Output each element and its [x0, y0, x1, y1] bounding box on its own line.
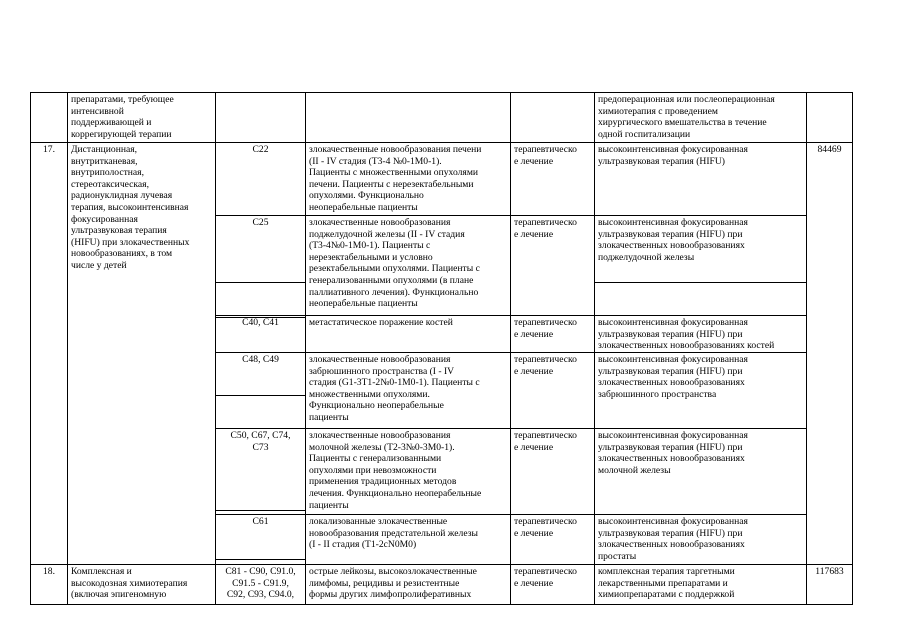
treatment-type-cell: терапевтическо е лечение	[511, 565, 595, 605]
cell-divider	[216, 317, 306, 318]
cell-divider	[216, 510, 306, 511]
icd-code-cell: C22	[216, 143, 306, 216]
treatment-method-cell: комплексная терапия таргетными лекарственными препаратами и химиопрепаратами с поддержкой	[595, 565, 807, 605]
icd-code-text: C48, C49	[242, 354, 279, 365]
cell-divider	[595, 282, 807, 283]
row-number-cell	[31, 93, 68, 143]
treatment-type-cell: терапевтическо е лечение	[511, 515, 595, 565]
treatment-method-cell: высокоинтенсивная фокусированная ультразвуковая терапия (HIFU)	[595, 143, 807, 216]
service-name-cell: Дистанционная, внутритканевая, внутриполостная, стереотаксическая, радионуклидная лучевая терапия, высокоинтенсивная фокусированная ультразвуковая терапия (HIFU) при злокачественных новообразованиях, в том числе у детей	[68, 143, 216, 565]
diagnosis-cell: метастатическое поражение костей	[306, 316, 511, 353]
treatment-method-cell: высокоинтенсивная фокусированная ультразвуковая терапия (HIFU) при злокачественных новообразованиях костей	[595, 316, 807, 353]
cell-divider	[216, 559, 306, 560]
icd-code-cell: C81 - C90, C91.0, C91.5 - C91.9, C92, C93, C94.0,	[216, 565, 306, 605]
diagnosis-cell	[306, 93, 511, 143]
diagnosis-cell: злокачественные новообразования молочной железы (Т2-3№0-3М0-1). Пациенты с генерализованными опухолями при невозможности применения традиционных методов лечения. Функционально неоперабельные пациенты	[306, 429, 511, 515]
row-number-cell: 18.	[31, 565, 68, 605]
icd-code-cell	[216, 353, 306, 429]
icd-code-cell	[216, 316, 306, 353]
icd-code-text: C50, C67, C74, C73	[230, 430, 291, 453]
treatment-type-cell: терапевтическо е лечение	[511, 216, 595, 316]
icd-code-cell	[216, 429, 306, 515]
price-cell	[807, 93, 853, 143]
treatment-type-cell: терапевтическо е лечение	[511, 143, 595, 216]
treatment-type-cell: терапевтическо е лечение	[511, 316, 595, 353]
icd-code-text: C61	[252, 516, 269, 527]
table-row	[31, 143, 853, 216]
icd-code-cell	[216, 515, 306, 565]
diagnosis-cell: локализованные злокачественные новообразования предстательной железы (I - II стадия (Т1-2сN0M0)	[306, 515, 511, 565]
treatment-type-cell	[511, 93, 595, 143]
table-row	[31, 93, 853, 143]
treatment-method-cell: высокоинтенсивная фокусированная ультразвуковая терапия (HIFU) при злокачественных новообразованиях простаты	[595, 515, 807, 565]
cell-divider	[216, 395, 306, 396]
icd-code-text: C25	[252, 217, 269, 228]
table-row	[31, 565, 853, 605]
treatment-method-cell	[595, 216, 807, 316]
treatment-method-cell: высокоинтенсивная фокусированная ультразвуковая терапия (HIFU) при злокачественных новообразованиях забрюшинного пространства	[595, 353, 807, 429]
diagnosis-cell: острые лейкозы, высокозлокачественные лимфомы, рецидивы и резистентные формы других лимфопролиферативных	[306, 565, 511, 605]
cell-divider	[216, 282, 306, 283]
diagnosis-cell: злокачественные новообразования забрюшинного пространства (I - IV стадия (G1-3Т1-2№0-1М0-1). Пациенты с множественными опухолями. Функционально неоперабельные пациенты	[306, 353, 511, 429]
treatment-type-cell: терапевтическо е лечение	[511, 353, 595, 429]
treatment-method-cell: предоперационная или послеоперационная химиотерапия с проведением хирургического вмешательства в течение одной госпитализации	[595, 93, 807, 143]
treatment-method-text: высокоинтенсивная фокусированная ультразвуковая терапия (HIFU) при злокачественных новообразованиях поджелудочной железы	[598, 217, 748, 263]
diagnosis-cell: злокачественные новообразования печени (II - IV стадия (Т3-4 №0-1М0-1). Пациенты с множественными опухолями печени. Пациенты с нерезектабельными опухолями. Функционально неоперабельные пациенты	[306, 143, 511, 216]
row-number-cell: 17.	[31, 143, 68, 565]
price-cell: 117683	[807, 565, 853, 605]
treatment-method-cell: высокоинтенсивная фокусированная ультразвуковая терапия (HIFU) при злокачественных новообразованиях молочной железы	[595, 429, 807, 515]
icd-code-cell	[216, 216, 306, 316]
icd-code-cell	[216, 93, 306, 143]
icd-code-text: C40, C41	[242, 317, 279, 328]
diagnosis-cell: злокачественные новообразования поджелудочной железы (II - IV стадия (Т3-4№0-1М0-1). Пациенты с нерезектабельными и условно резектабельными опухолями. Пациенты с генерализованными опухолями (в плане паллиативного лечения). Функционально неоперабельные пациенты	[306, 216, 511, 316]
price-cell: 84469	[807, 143, 853, 565]
medical-services-table	[30, 92, 853, 605]
service-name-cell: Комплексная и высокодозная химиотерапия (включая эпигеномную	[68, 565, 216, 605]
treatment-type-cell: терапевтическо е лечение	[511, 429, 595, 515]
service-name-cell: препаратами, требующее интенсивной поддерживающей и коррегирующей терапии	[68, 93, 216, 143]
